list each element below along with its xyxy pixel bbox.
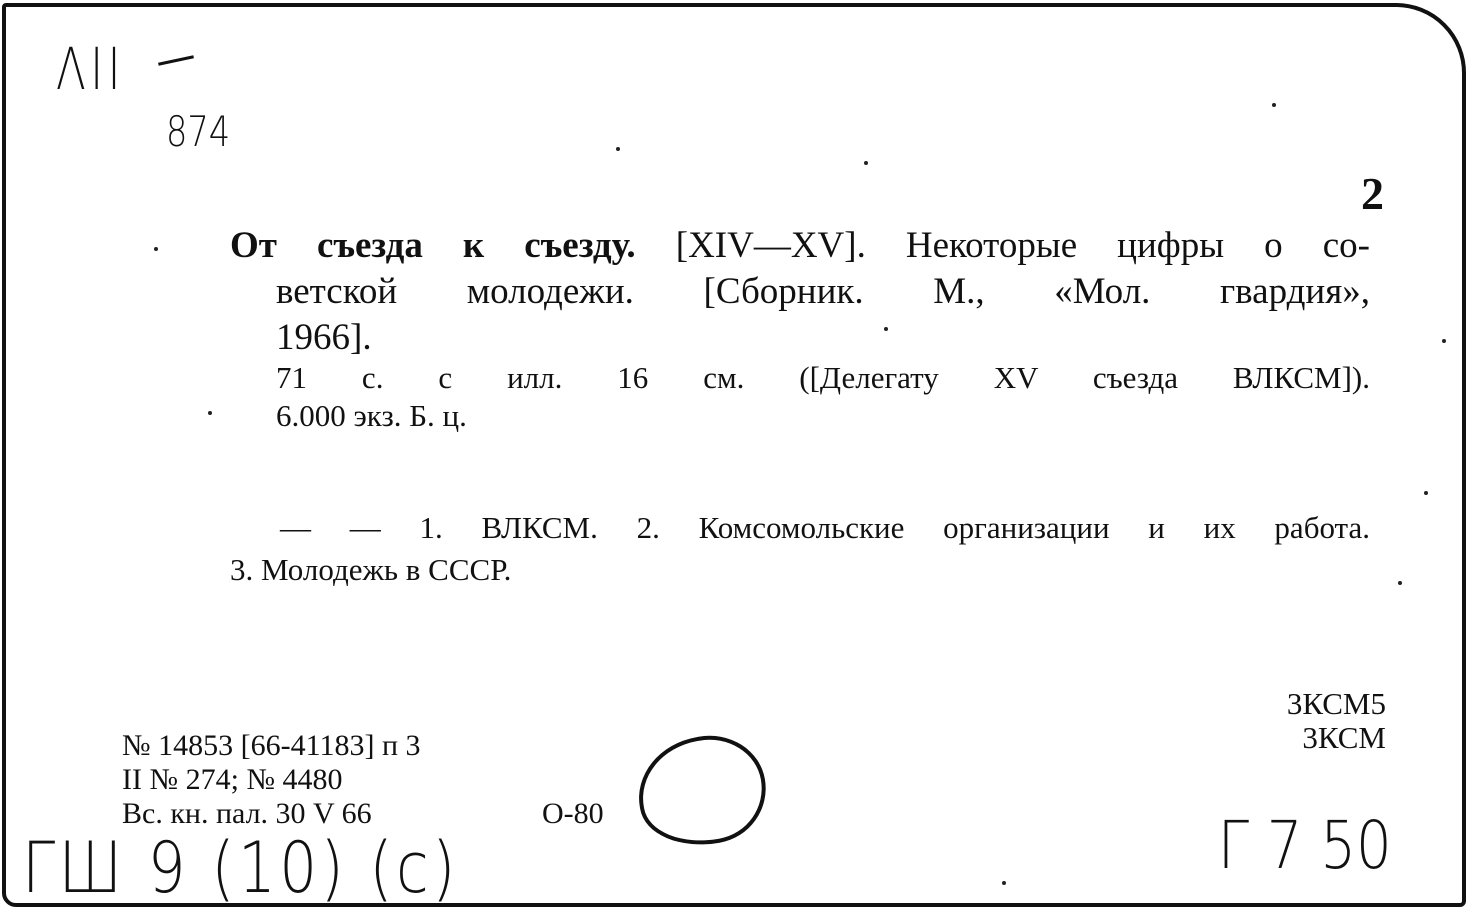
entry-title: От съезда к съезду. — [230, 225, 636, 266]
bibliographic-entry — [230, 223, 1370, 361]
registration-line-2: II № 274; № 4480 — [122, 763, 343, 796]
ink-speck — [208, 411, 212, 415]
ink-speck — [1442, 339, 1446, 343]
classification-line-2: 3КСМ — [1302, 720, 1386, 755]
shelf-mark-dash — [158, 55, 194, 65]
ink-speck — [616, 147, 620, 151]
registration-line-1: № 14853 [66-41183] п 3 — [122, 729, 421, 762]
classification-codes — [1287, 687, 1386, 755]
shelf-mark-number: 874 — [166, 107, 231, 156]
entry-line-1 — [230, 223, 1370, 269]
ink-speck — [1398, 581, 1402, 585]
entry-title-rest: [XIV—XV]. Некоторые цифры о со- — [675, 225, 1370, 266]
ink-speck — [884, 327, 888, 331]
entry-line-2: ветской молодежи. [Сборник. М., «Мол. гвардия», — [276, 271, 1370, 312]
ink-speck — [1424, 491, 1428, 495]
collation — [276, 359, 1370, 435]
registration-block — [122, 729, 421, 831]
shelf-mark-top: ΛII — [56, 35, 125, 103]
author-mark: О-80 — [542, 797, 604, 830]
subject-headings — [230, 507, 1370, 591]
registration-line-3: Вс. кн. пал. 30 V 66 — [122, 797, 372, 830]
handwritten-price: Г 7 50 — [1218, 807, 1392, 884]
ink-speck — [154, 247, 158, 251]
ink-stamp-circle — [630, 727, 775, 856]
ink-speck — [1002, 881, 1006, 885]
ink-speck — [1272, 103, 1276, 107]
ink-speck — [864, 161, 868, 165]
card-number: 2 — [1361, 168, 1384, 219]
subjects-line-2: 3. Молодежь в СССР. — [230, 552, 512, 587]
entry-line-3: 1966]. — [276, 317, 372, 358]
catalog-card — [2, 3, 1466, 907]
classification-line-1: 3КСМ5 — [1286, 686, 1386, 721]
collation-line-2: 6.000 экз. Б. ц. — [276, 398, 467, 433]
subjects-line-1: — — 1. ВЛКСМ. 2. Комсомольские организации и их работа. — [280, 510, 1370, 545]
handwritten-call-number: ГШ 9 (10) (с) — [22, 827, 459, 907]
collation-line-1: 71 с. с илл. 16 см. ([Делегату XV съезда ВЛКСМ]). — [276, 360, 1370, 395]
